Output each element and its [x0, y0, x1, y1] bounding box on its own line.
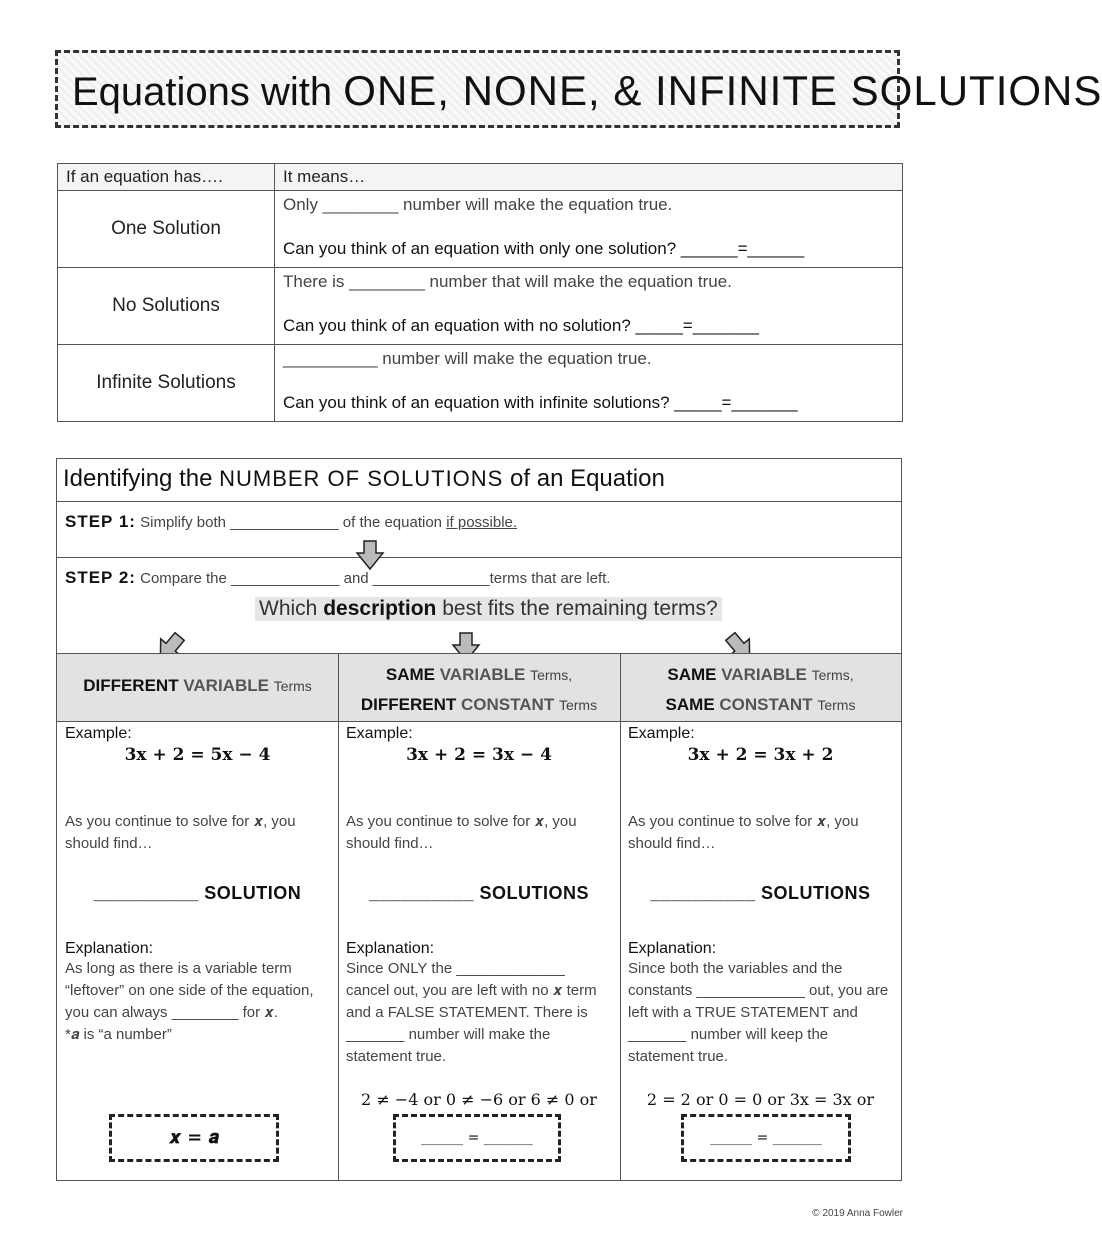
answer-box: [109, 1114, 279, 1162]
row-description: [275, 191, 903, 268]
table-row: [58, 268, 903, 345]
identifying-section: [56, 458, 902, 1181]
copyright: © 2019 Anna Fowler: [812, 1208, 903, 1219]
answer-box-text: ______ = _______: [421, 1130, 533, 1146]
row-line1: Only ________ number will make the equation true.: [283, 195, 673, 214]
answer-box-text: 𝒙 = 𝒂: [169, 1127, 219, 1148]
column-one-solution: [57, 721, 338, 1180]
header-small: Terms,: [811, 667, 854, 683]
table-header-row: [58, 164, 903, 191]
answer-box-text: ______ = _______: [710, 1130, 822, 1146]
note-text: *𝒂 is “a number”: [65, 1026, 172, 1043]
example-equation: 3x + 2 = 5x − 4: [124, 745, 271, 765]
question-a: Which: [259, 597, 318, 620]
header-small: Terms: [558, 697, 598, 713]
step-2-text: Compare the _____________ and ______________terms that are left.: [140, 570, 611, 587]
example-label: Example:: [65, 725, 132, 742]
down-arrow-icon: [355, 539, 385, 571]
row-line2: Can you think of an equation with only one solution? ______=______: [283, 239, 805, 258]
explanation-label: Explanation:: [628, 940, 717, 957]
section-title-caps: NUMBER OF SOLUTIONS: [219, 466, 504, 491]
false-statement-examples: 2 ≠ −4 or 0 ≠ −6 or 6 ≠ 0 or: [361, 1090, 597, 1109]
row-label: One Solution: [58, 191, 275, 268]
column-header-different-variable: [57, 653, 338, 721]
explanation-text: As long as there is a variable term “leftover” on one side of the equation, you can always ________ for 𝒙.: [65, 960, 314, 1021]
row-label: No Solutions: [58, 268, 275, 345]
example-equation: 3x + 2 = 3x + 2: [687, 745, 834, 765]
explanation-text: Since ONLY the _____________ cancel out, you are left with no 𝒙 term and a FALSE STATEMENT. There is _______ number will make the statement true.: [346, 960, 597, 1065]
example-label: Example:: [628, 725, 695, 742]
header-small: Terms,: [530, 667, 573, 683]
step-1-tail: if possible.: [446, 514, 518, 531]
row-line1: __________ number will make the equation true.: [283, 349, 652, 368]
header-caps: VARIABLE: [183, 676, 269, 695]
page-title: [72, 67, 1102, 115]
solution-blank: __________ SOLUTIONS: [650, 883, 871, 903]
answer-box: [681, 1114, 851, 1162]
header-left: If an equation has….: [58, 164, 275, 191]
explanation-text: Since both the variables and the constants _____________ out, you are left with a TRUE STATEMENT and _______ number will keep the statement true.: [628, 960, 889, 1065]
explanation-label: Explanation:: [65, 940, 154, 957]
step-2-label: STEP 2:: [65, 568, 136, 587]
header-bold: SAME: [385, 665, 435, 684]
row-label: Infinite Solutions: [58, 345, 275, 422]
true-statement-examples: 2 = 2 or 0 = 0 or 3x = 3x or: [646, 1090, 875, 1109]
title-emphasis: ONE, NONE, & INFINITE SOLUTIONS: [343, 67, 1102, 114]
row-description: [275, 268, 903, 345]
header-bold: SAME: [665, 695, 715, 714]
table-row: [58, 345, 903, 422]
guiding-question: [255, 597, 722, 621]
row-line1: There is ________ number that will make the equation true.: [283, 272, 732, 291]
header-bold: SAME: [667, 665, 717, 684]
header-small: Terms: [273, 678, 312, 694]
find-text: As you continue to solve for 𝒙, you should find…: [346, 813, 577, 852]
row-description: [275, 345, 903, 422]
column-no-solution: [338, 721, 620, 1180]
solutions-table: [57, 163, 903, 422]
row-line2: Can you think of an equation with no solution? _____=_______: [283, 316, 759, 335]
table-row: [58, 191, 903, 268]
find-text: As you continue to solve for 𝒙, you should find…: [628, 813, 859, 852]
solution-blank: __________ SOLUTIONS: [368, 883, 590, 903]
find-text: As you continue to solve for 𝒙, you should find…: [65, 813, 296, 852]
section-title-a: Identifying the: [63, 465, 213, 492]
header-bold: DIFFERENT: [360, 695, 457, 714]
explanation-label: Explanation:: [346, 940, 435, 957]
row-line2: Can you think of an equation with infinite solutions? _____=_______: [283, 393, 798, 412]
example-label: Example:: [346, 725, 413, 742]
title-banner: [55, 50, 1102, 128]
question-b: best fits the remaining terms?: [442, 597, 718, 620]
section-title: [63, 465, 665, 493]
step-1: [65, 512, 517, 532]
step-2: [65, 568, 610, 588]
column-header-same-variable-same-constant: [620, 653, 901, 721]
question-bold: description: [323, 597, 437, 620]
header-small: Terms: [817, 697, 856, 713]
step-1-label: STEP 1:: [65, 512, 136, 531]
header-caps: VARIABLE: [439, 665, 526, 684]
column-infinite-solutions: [620, 721, 901, 1180]
divider: [57, 557, 901, 558]
example-equation: 3x + 2 = 3x − 4: [406, 745, 552, 765]
divider: [57, 501, 901, 502]
solution-blank: __________ SOLUTION: [93, 883, 302, 903]
answer-box: [393, 1114, 561, 1162]
header-bold: DIFFERENT: [83, 676, 179, 695]
section-title-b: of an Equation: [510, 465, 665, 492]
header-caps: VARIABLE: [721, 665, 807, 684]
column-header-same-variable-different-constant: [338, 653, 620, 721]
title-prefix: Equations with: [72, 70, 333, 114]
header-right: It means…: [275, 164, 903, 191]
header-caps: CONSTANT: [719, 695, 813, 714]
header-caps: CONSTANT: [461, 695, 555, 714]
step-1-text: Simplify both _____________ of the equation: [140, 514, 443, 531]
